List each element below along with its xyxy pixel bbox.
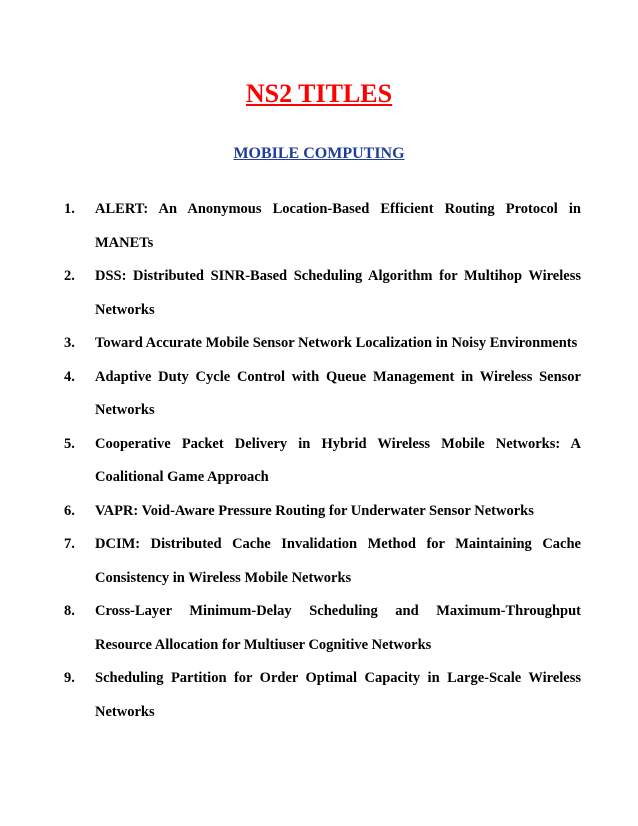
list-item (64, 495, 581, 529)
page-title: NS2 TITLES (245, 79, 393, 108)
item-text: Adaptive Duty Cycle Control with Queue Management in Wireless Sensor Networks (95, 368, 581, 418)
item-number: 1. (64, 201, 75, 217)
list-item (64, 361, 581, 428)
item-number: 8. (64, 603, 75, 619)
list-item (64, 327, 581, 361)
item-text: ALERT: An Anonymous Location-Based Efficient Routing Protocol in MANETs (95, 201, 581, 251)
item-number: 4. (64, 368, 75, 385)
item-text: DCIM: Distributed Cache Invalidation Method for Maintaining Cache Consistency in Wireless Mobile Networks (95, 536, 581, 586)
item-number: 7. (64, 536, 75, 552)
titles-list (64, 193, 581, 729)
item-number: 3. (64, 335, 75, 351)
item-text: Cross-Layer Minimum-Delay Scheduling and Maximum-Throughput Resource Allocation for Multiuser Cognitive Networks (95, 603, 581, 653)
list-item (64, 662, 581, 729)
list-item (64, 528, 581, 595)
item-number: 9. (64, 670, 75, 686)
item-number: 5. (64, 435, 75, 452)
item-text: Cooperative Packet Delivery in Hybrid Wireless Mobile Networks: A Coalitional Game Approach (95, 435, 581, 485)
item-number: 6. (64, 502, 75, 519)
list-item (64, 428, 581, 495)
list-item (64, 260, 581, 327)
section-heading: MOBILE COMPUTING (233, 145, 405, 162)
list-item (64, 193, 581, 260)
item-text: DSS: Distributed SINR-Based Scheduling Algorithm for Multihop Wireless Networks (95, 268, 581, 318)
item-text: VAPR: Void-Aware Pressure Routing for Underwater Sensor Networks (95, 502, 534, 519)
item-text: Scheduling Partition for Order Optimal Capacity in Large-Scale Wireless Networks (95, 670, 581, 720)
item-text: Toward Accurate Mobile Sensor Network Localization in Noisy Environments (95, 335, 578, 351)
list-item (64, 595, 581, 662)
item-number: 2. (64, 268, 75, 284)
